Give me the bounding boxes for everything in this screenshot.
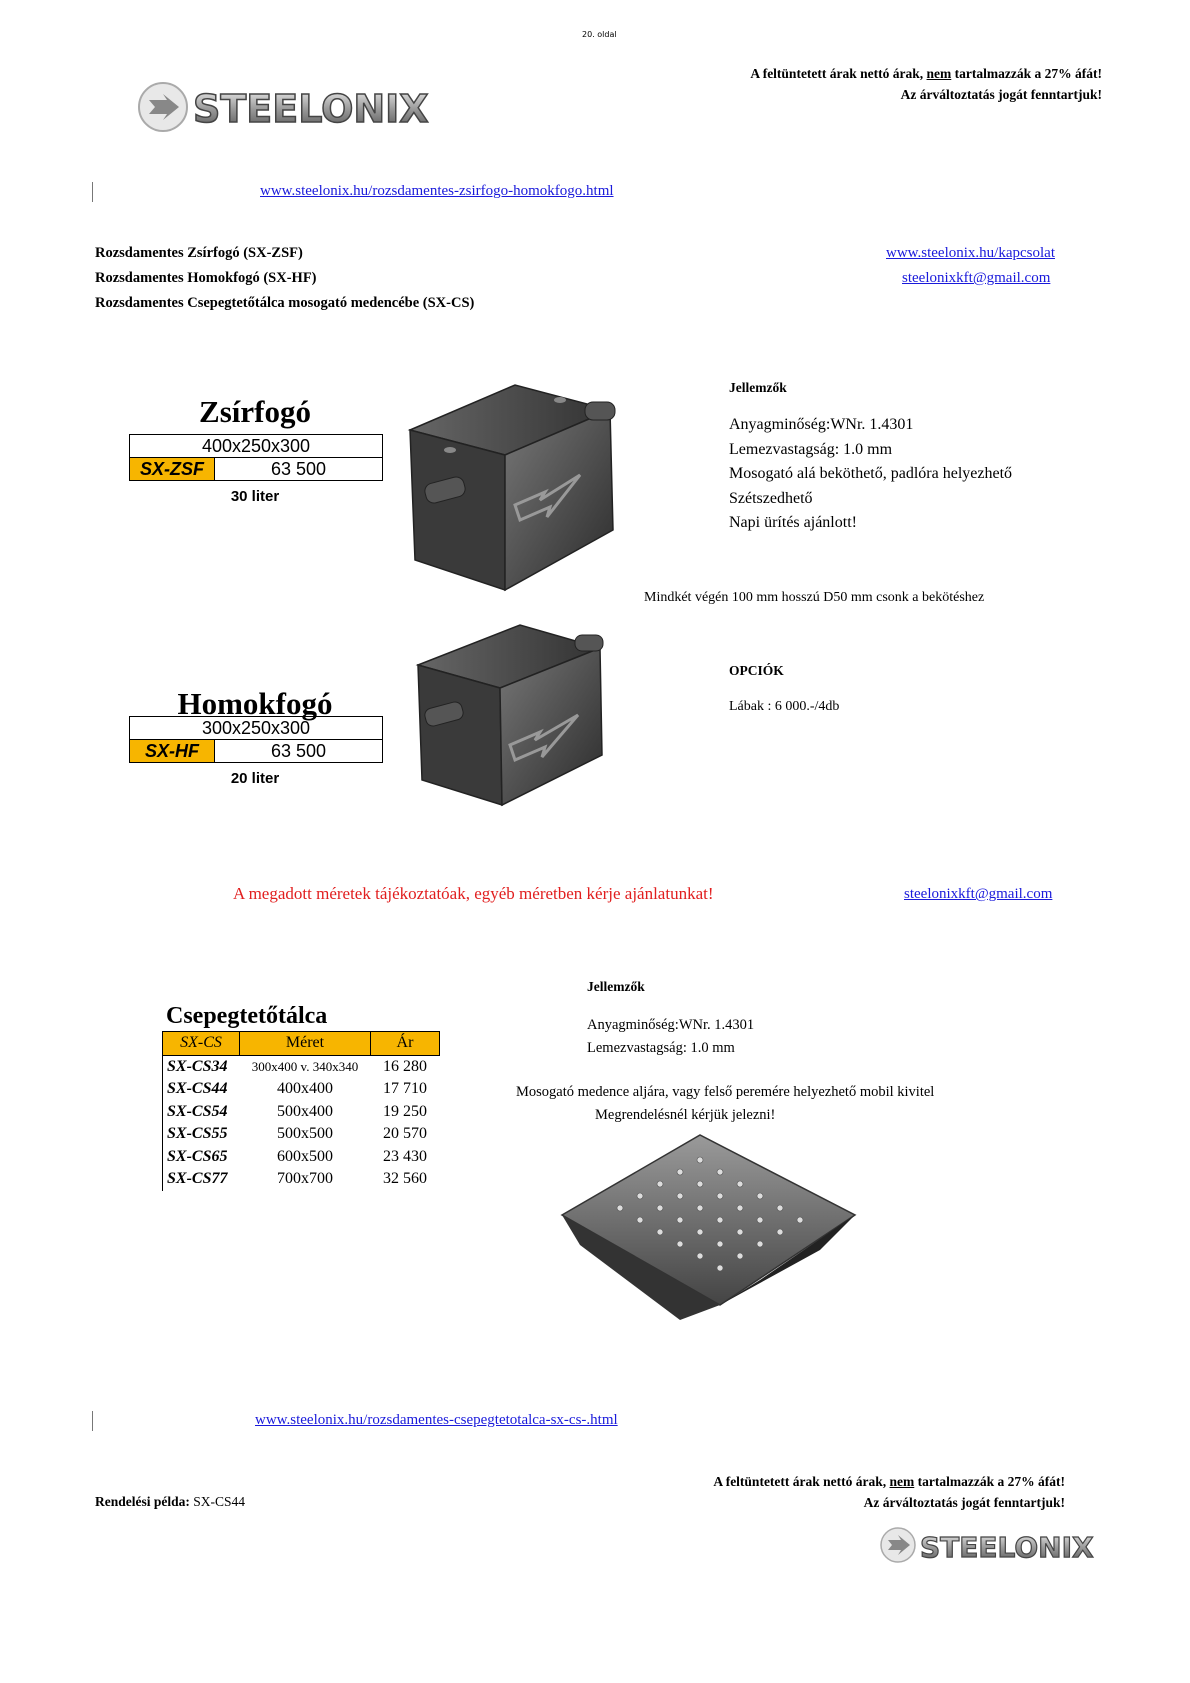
table-row: SX-CS34 300x400 v. 340x340 16 280	[163, 1055, 440, 1078]
order-note: Megrendelésnél kérjük jelezni!	[595, 1107, 776, 1123]
csepeg-page-link[interactable]: www.steelonix.hu/rozsdamentes-csepegtetotalca-sx-cs-.html	[255, 1412, 618, 1428]
features-title-2: Jellemzők	[587, 979, 645, 994]
homokfogo-price-table	[129, 716, 383, 763]
zsirfogo-volume: 30 liter	[230, 488, 280, 505]
product-titles: Rozsdamentes Zsírfogó (SX-ZSF) Rozsdamentes Homokfogó (SX-HF) Rozsdamentes Csepegtetőtálca mosogató medencébe (SX-CS)	[95, 245, 475, 311]
svg-text:STEELONIX: STEELONIX	[920, 1531, 1094, 1564]
steelonix-logo	[135, 80, 429, 138]
steelonix-logo-bottom	[878, 1524, 1094, 1568]
email-link-top[interactable]: steelonixkft@gmail.com	[902, 270, 1051, 286]
homokfogo-code: SX-HF	[130, 740, 215, 763]
order-example: Rendelési példa: SX-CS44	[95, 1494, 246, 1509]
product-page-link[interactable]: www.steelonix.hu/rozsdamentes-zsirfogo-homokfogo.html	[260, 183, 614, 199]
features-list-2: Anyagminőség:WNr. 1.4301 Lemezvastagság: 1.0 mm	[587, 1017, 755, 1056]
zsirfogo-code: SX-ZSF	[130, 458, 215, 481]
zsirfogo-size: 400x250x300	[130, 435, 383, 458]
placement-note: Mosogató medence aljára, vagy felső peremére helyezhető mobil kivitel	[516, 1084, 935, 1100]
table-row: SX-CS77 700x700 32 560	[163, 1168, 440, 1191]
features-title: Jellemzők	[729, 380, 787, 395]
csepeg-heading: Csepegtetőtálca	[166, 1003, 328, 1029]
homokfogo-size: 300x250x300	[130, 717, 383, 740]
csepeg-header-size: Méret	[240, 1032, 371, 1056]
csepeg-header-price: Ár	[371, 1032, 440, 1056]
tray-image	[560, 1130, 860, 1335]
size-notice: A megadott méretek tájékoztatóak, egyéb méretben kérje ajánlatunkat!	[233, 884, 714, 903]
email-link-middle[interactable]: steelonixkft@gmail.com	[904, 886, 1053, 902]
csepeg-price-table	[162, 1031, 440, 1191]
contact-link[interactable]: www.steelonix.hu/kapcsolat	[886, 245, 1055, 261]
options-legs: Lábak : 6 000.-/4db	[729, 699, 840, 714]
zsirfogo-image	[405, 380, 635, 595]
homokfogo-image	[410, 620, 620, 810]
svg-text:STEELONIX: STEELONIX	[193, 87, 429, 131]
csepeg-header-code: SX-CS	[163, 1032, 240, 1056]
table-row: SX-CS44 400x400 17 710	[163, 1078, 440, 1101]
homokfogo-heading: Homokfogó	[177, 686, 333, 721]
table-row: SX-CS65 600x500 23 430	[163, 1146, 440, 1169]
connector-note: Mindkét végén 100 mm hosszú D50 mm csonk a bekötéshez	[644, 590, 985, 605]
table-row: SX-CS54 500x400 19 250	[163, 1101, 440, 1124]
zsirfogo-price: 63 500	[215, 458, 383, 481]
features-list: Anyagminőség:WNr. 1.4301 Lemezvastagság: 1.0 mm Mosogató alá beköthető, padlóra helyezhető Szétszedhető Napi ürítés ajánlott!	[729, 416, 1013, 531]
zsirfogo-heading: Zsírfogó	[199, 394, 311, 429]
table-row: SX-CS55 500x500 20 570	[163, 1123, 440, 1146]
options-title: OPCIÓK	[729, 663, 784, 678]
homokfogo-price: 63 500	[215, 740, 383, 763]
page-number: 20. oldal	[582, 30, 617, 39]
price-notice-bottom: A feltüntetett árak nettó árak, nem tartalmazzák a 27% áfát! Az árváltoztatás jogát fenntartjuk!	[713, 1474, 1065, 1510]
price-notice-top: A feltüntetett árak nettó árak, nem tartalmazzák a 27% áfát! Az árváltoztatás jogát fenntartjuk!	[750, 66, 1102, 102]
zsirfogo-price-table	[129, 434, 383, 481]
homokfogo-volume: 20 liter	[230, 770, 280, 787]
